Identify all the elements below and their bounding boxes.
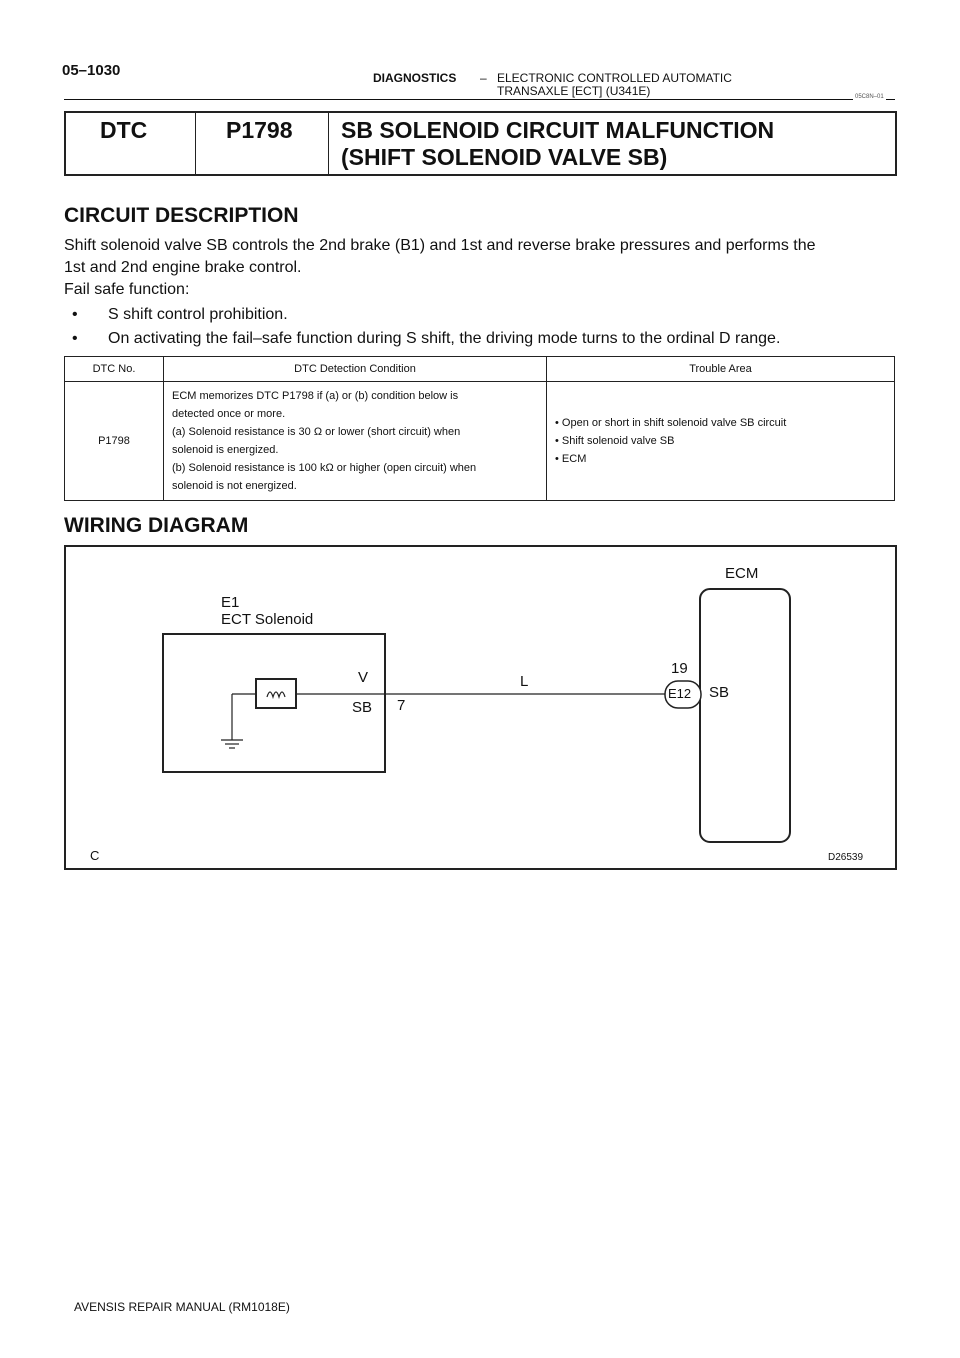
ecm-pin-number: 19: [671, 660, 688, 677]
page-number: 05–1030: [62, 62, 121, 79]
bullet-item-1: S shift control prohibition.: [108, 306, 288, 323]
condition-line: detected once or more.: [172, 408, 286, 420]
cell-trouble-area: [547, 382, 895, 501]
corner-letter: C: [90, 848, 100, 863]
dtc-title-box: [64, 111, 897, 176]
component-label: ECT Solenoid: [221, 611, 314, 628]
condition-line: (b) Solenoid resistance is 100 kΩ or higher (open circuit) when: [172, 462, 477, 474]
figure-id: D26539: [828, 852, 864, 863]
connector-id-label: E1: [221, 594, 240, 611]
dtc-label: DTC: [100, 117, 148, 143]
footer-manual-id: AVENSIS REPAIR MANUAL (RM1018E): [74, 1300, 290, 1314]
dtc-divider-1: [195, 113, 196, 174]
dtc-divider-2: [328, 113, 329, 174]
circuit-description-paragraph: [64, 235, 816, 301]
coil-icon: [267, 692, 285, 697]
condition-line: (a) Solenoid resistance is 30 Ω or lower (short circuit) when: [172, 426, 461, 438]
dtc-title: [341, 117, 774, 171]
ecm-box: [700, 589, 790, 842]
wire-color-label: L: [520, 673, 529, 690]
ecm-terminal-label: SB: [709, 684, 730, 701]
trouble-line: • Open or short in shift solenoid valve SB circuit: [555, 417, 787, 429]
trouble-line: • Shift solenoid valve SB: [555, 435, 675, 447]
header-code: 05C8N–01: [855, 94, 884, 100]
dtc-title-line2: (SHIFT SOLENOID VALVE SB): [341, 144, 668, 170]
table-row: [65, 382, 895, 501]
pin-number: 7: [397, 697, 406, 714]
header-title-line2: TRANSAXLE [ECT] (U341E): [497, 84, 651, 98]
bullet-glyph-2: •: [72, 330, 78, 347]
header-section: DIAGNOSTICS: [373, 71, 457, 85]
trouble-line: • ECM: [555, 453, 587, 465]
paragraph-line2: 1st and 2nd engine brake control.: [64, 259, 302, 276]
header-rule: [64, 99, 895, 100]
condition-line: solenoid is energized.: [172, 444, 279, 456]
condition-line: solenoid is not energized.: [172, 480, 297, 492]
header-detection-condition: DTC Detection Condition: [164, 357, 547, 382]
ecm-label: ECM: [725, 565, 759, 582]
table-header-row: [65, 357, 895, 382]
fail-safe-label: Fail safe function:: [64, 281, 190, 298]
condition-line: ECM memorizes DTC P1798 if (a) or (b) condition below is: [172, 390, 459, 402]
paragraph-line1: Shift solenoid valve SB controls the 2nd brake (B1) and 1st and reverse brake pressures and performs the: [64, 237, 816, 254]
pin-label-v: V: [358, 669, 369, 686]
bullet-glyph-1: •: [72, 306, 78, 323]
wiring-diagram-svg: [66, 547, 895, 868]
wiring-diagram: [64, 545, 897, 870]
dtc-code: P1798: [226, 117, 293, 143]
dtc-table: [64, 356, 895, 501]
dtc-title-line1: SB SOLENOID CIRCUIT MALFUNCTION: [341, 117, 775, 143]
circuit-description-heading: CIRCUIT DESCRIPTION: [64, 204, 299, 227]
header-trouble-area: Trouble Area: [547, 357, 895, 382]
cell-dtc-no: P1798: [65, 382, 164, 501]
header-dtc-no: DTC No.: [65, 357, 164, 382]
ecm-connector-label: E12: [668, 686, 692, 701]
cell-detection-condition: [164, 382, 547, 501]
wiring-diagram-heading: WIRING DIAGRAM: [64, 514, 249, 537]
header-dash: –: [480, 71, 487, 85]
header-title-line1: ELECTRONIC CONTROLLED AUTOMATIC: [497, 71, 732, 85]
solenoid-coil-box: [256, 679, 296, 708]
bullet-item-2: On activating the fail–safe function during S shift, the driving mode turns to the ordinal D range.: [108, 330, 781, 347]
pin-label-sb: SB: [352, 699, 373, 716]
